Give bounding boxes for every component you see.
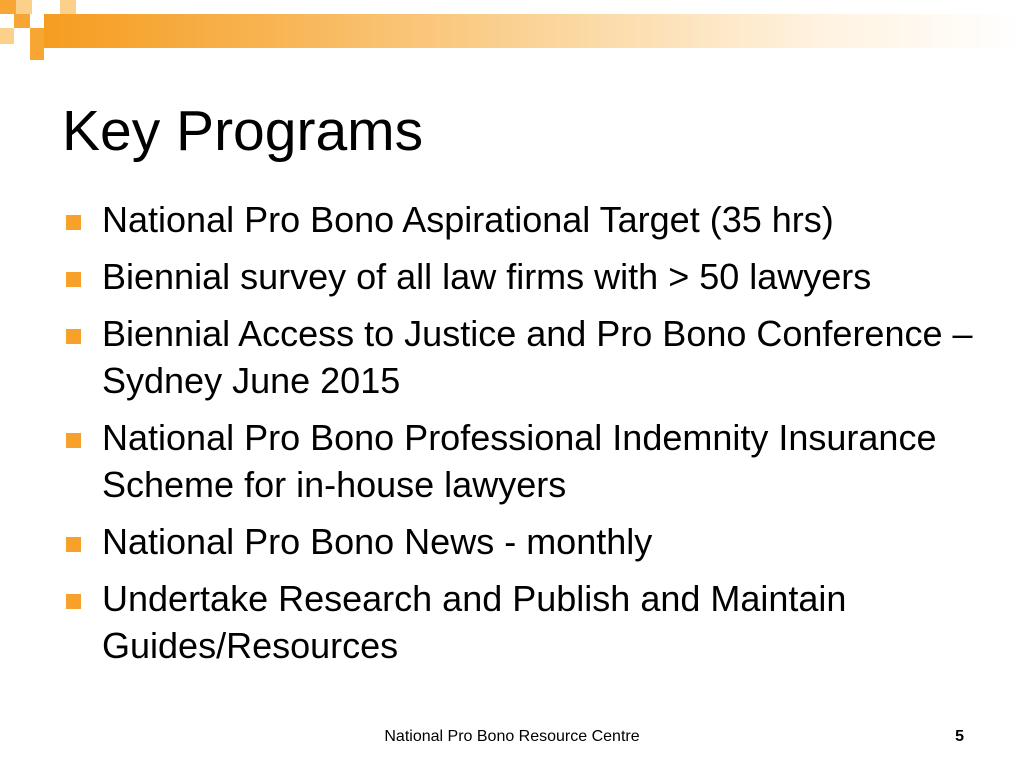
- bullet-text: Biennial survey of all law firms with > 50 lawyers: [102, 256, 872, 297]
- decorative-square: [14, 14, 30, 28]
- square-bullet-icon: [66, 433, 81, 448]
- square-bullet-icon: [66, 594, 81, 609]
- bullet-text: National Pro Bono Professional Indemnity Insurance Scheme for in-house lawyers: [102, 417, 937, 505]
- header-gradient-bar: [44, 14, 1024, 48]
- decorative-square: [16, 0, 32, 14]
- square-bullet-icon: [66, 272, 81, 287]
- bullet-text: Biennial Access to Justice and Pro Bono Conference – Sydney June 2015: [102, 313, 973, 401]
- decorative-square: [30, 28, 44, 44]
- decorative-square: [60, 0, 76, 14]
- square-bullet-icon: [66, 329, 81, 344]
- page-number: 5: [955, 728, 964, 745]
- bullet-item: [62, 196, 1002, 243]
- footer-organization: National Pro Bono Resource Centre: [384, 728, 640, 745]
- bullet-text: National Pro Bono News - monthly: [102, 521, 653, 562]
- bullet-item: [62, 575, 1002, 669]
- bullet-text: National Pro Bono Aspirational Target (35 hrs): [102, 199, 834, 240]
- bullet-item: [62, 518, 1002, 565]
- decorative-square: [30, 44, 44, 60]
- bullet-item: [62, 414, 1002, 508]
- bullet-list: [62, 196, 1002, 679]
- slide-title: Key Programs: [62, 99, 424, 163]
- decorative-square: [0, 28, 14, 44]
- bullet-item: [62, 310, 1002, 404]
- bullet-item: [62, 253, 1002, 300]
- decorative-square: [0, 0, 16, 14]
- square-bullet-icon: [66, 537, 81, 552]
- bullet-text: Undertake Research and Publish and Maintain Guides/Resources: [102, 578, 847, 666]
- square-bullet-icon: [66, 215, 81, 230]
